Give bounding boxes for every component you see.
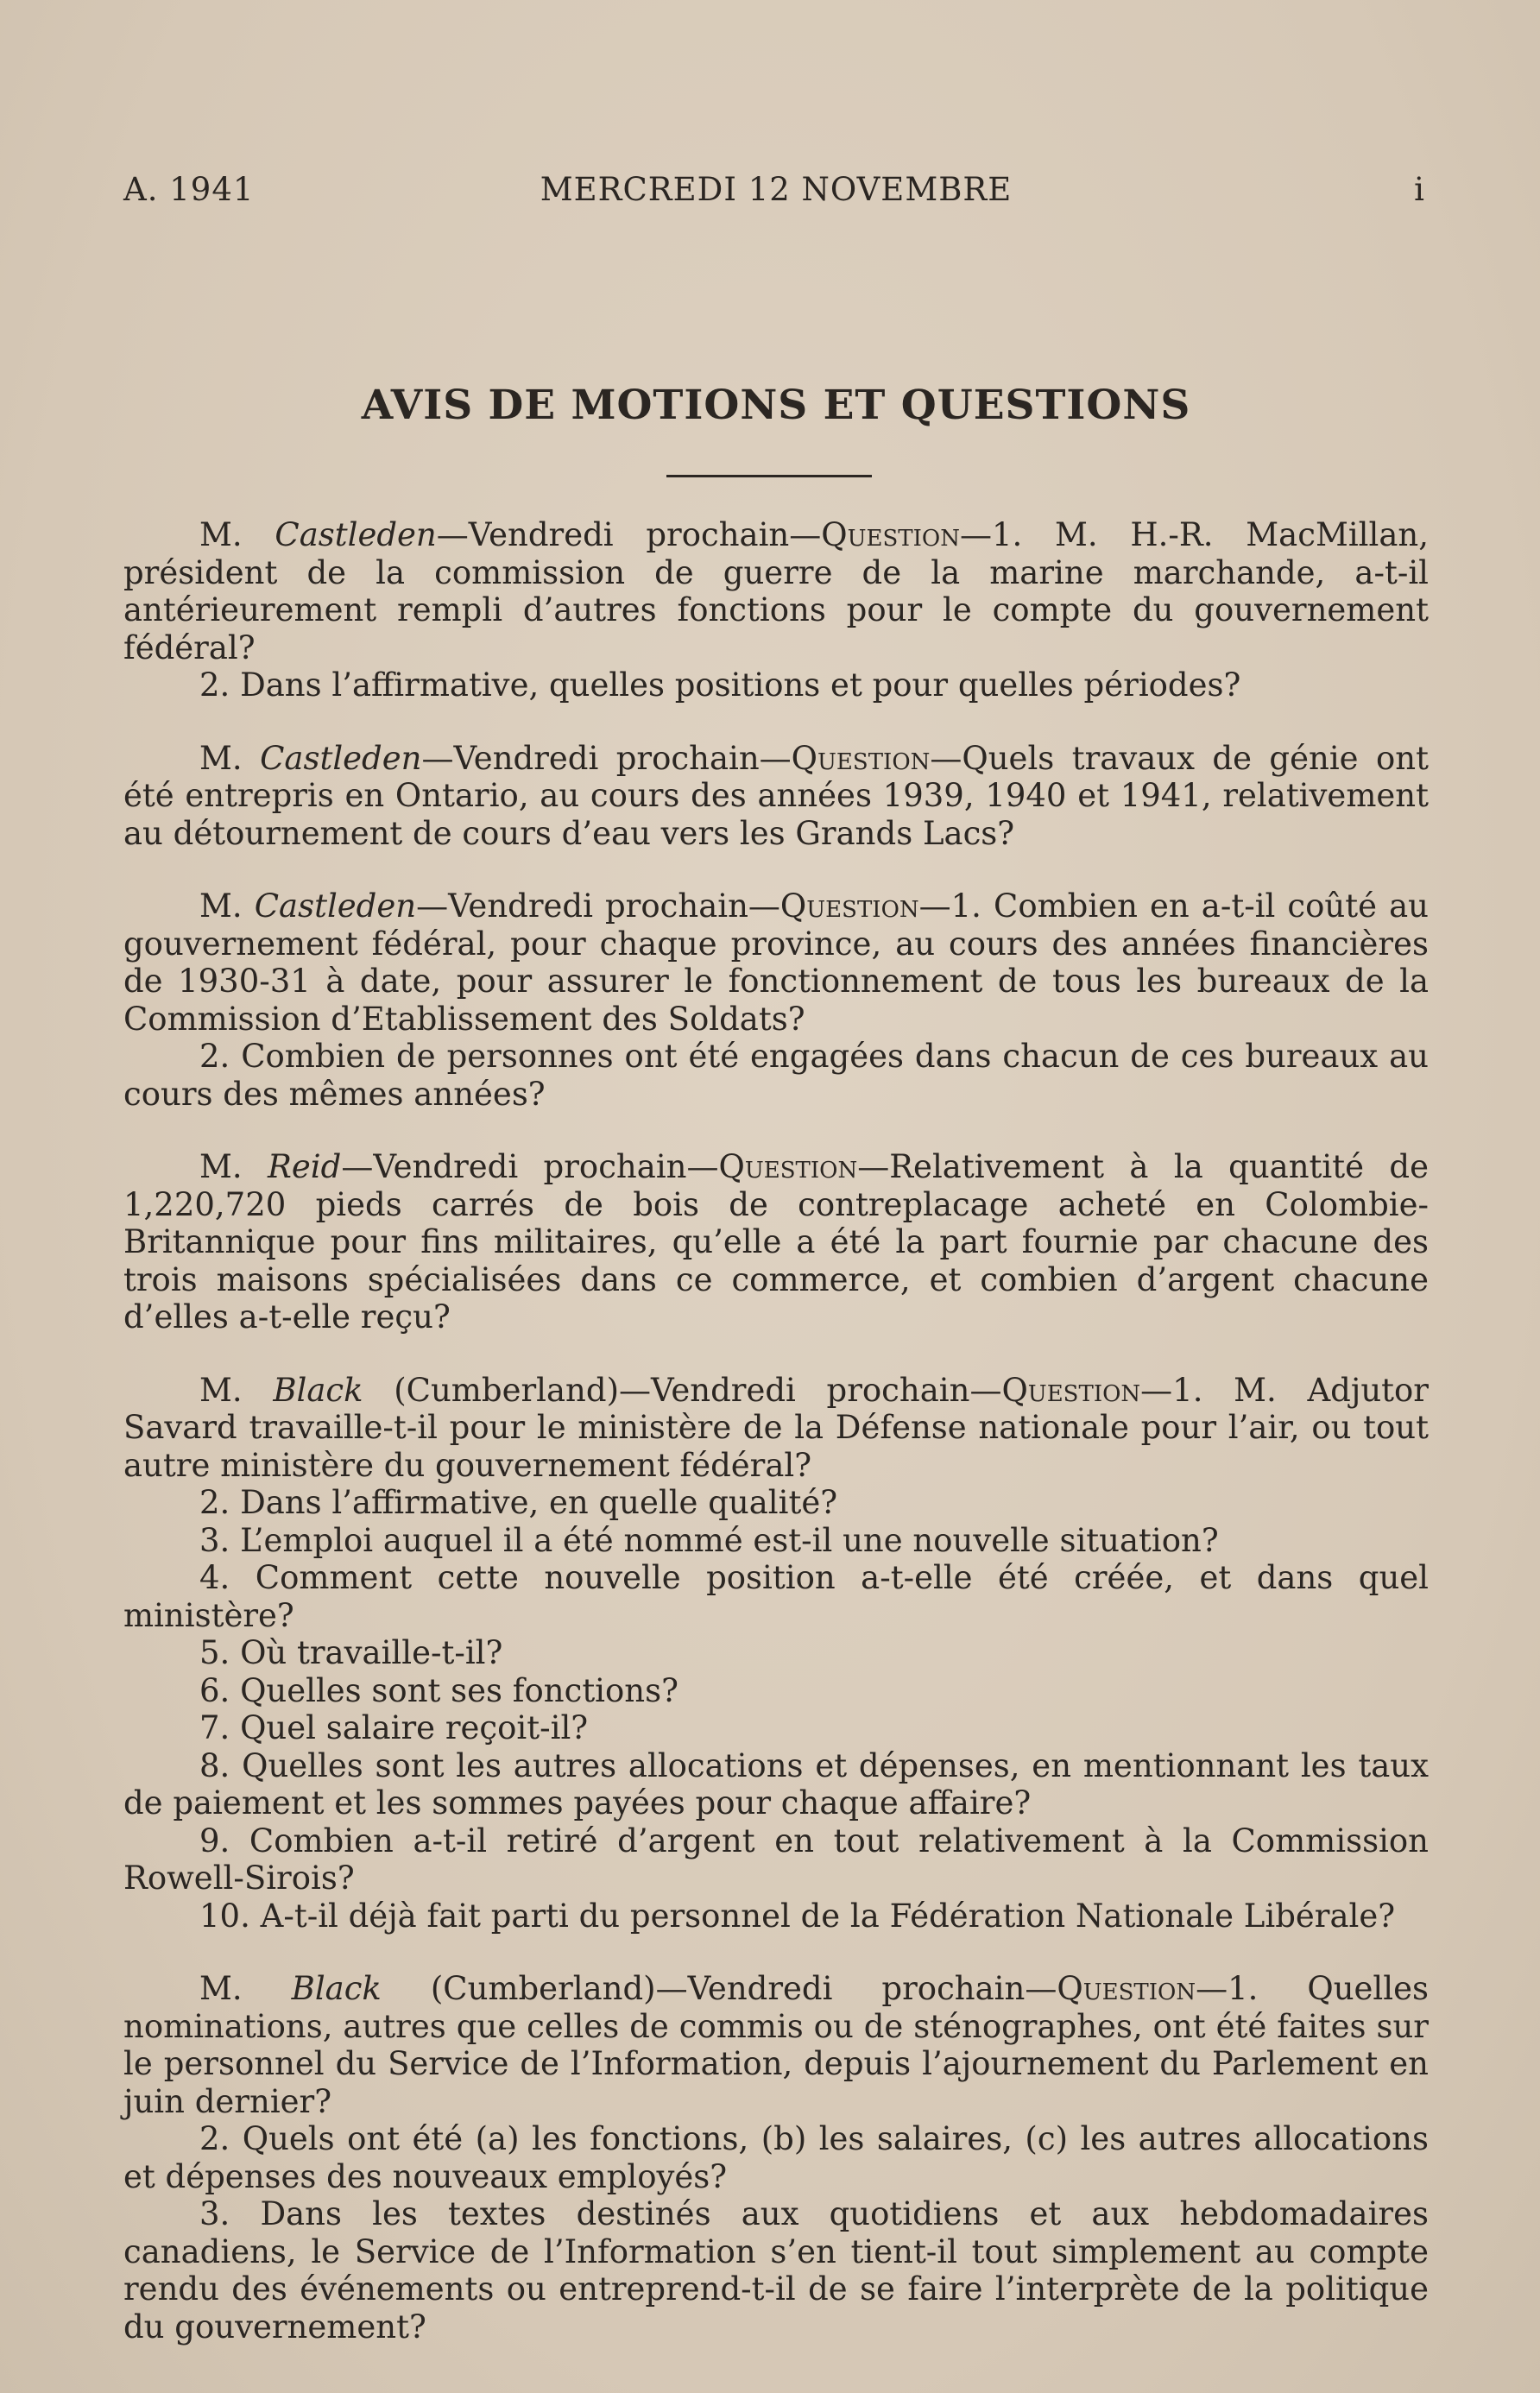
- member-prefix: M.: [199, 516, 275, 553]
- question-text: —1. M. Adjutor Savard travaille-t-il pour le ministère de la Défense nationale pour l’air, ou tout autre ministère du gouvernement fédéral?: [123, 1371, 1429, 1484]
- motion-text: [123, 1372, 1429, 1485]
- motion-1: [123, 516, 1429, 704]
- question-item: 5. Où travaille-t-il?: [199, 1634, 503, 1671]
- question-item: 2. Dans l’affirmative, quelles positions et pour quelles périodes?: [199, 666, 1241, 704]
- member-riding: (Cumberland): [363, 1371, 620, 1409]
- motions-list: [123, 516, 1429, 2381]
- motion-text: [123, 1148, 1429, 1336]
- question-item: 8. Quelles sont les autres allocations et dépenses, en mentionnant les taux de paiement et les sommes payées pour chaque affaire?: [123, 1746, 1429, 1822]
- motion-text: [123, 516, 1429, 666]
- question-label: Question: [718, 1148, 858, 1185]
- member-name: Castleden: [254, 887, 417, 925]
- motion-2: [123, 740, 1429, 853]
- header-year: A. 1941: [123, 171, 255, 208]
- question-item: 3. L’emploi auquel il a été nommé est-il une nouvelle situation?: [199, 1521, 1219, 1559]
- question-item: 2. Quels ont été (a) les fonctions, (b) les salaires, (c) les autres allocations et dépenses des nouveaux employés?: [123, 2120, 1429, 2195]
- question-label: Question: [821, 516, 960, 553]
- member-prefix: M.: [199, 1371, 274, 1409]
- header-date: MERCREDI 12 NOVEMBRE: [540, 171, 1013, 208]
- motion-lead: —Vendredi prochain—: [436, 516, 822, 553]
- question-item: 2. Dans l’affirmative, en quelle qualité?: [199, 1484, 838, 1521]
- question-item: 10. A-t-il déjà fait parti du personnel de la Fédération Nationale Libérale?: [199, 1897, 1396, 1935]
- question-item: 4. Comment cette nouvelle position a-t-elle été créée, et dans quel ministère?: [123, 1559, 1429, 1634]
- question-item: 2. Combien de personnes ont été engagées dans chacun de ces bureaux au cours des mêmes années?: [123, 1038, 1429, 1113]
- section-title: AVIS DE MOTIONS ET QUESTIONS: [361, 382, 1191, 429]
- header-page-number: i: [1414, 171, 1425, 208]
- member-prefix: M.: [199, 1970, 292, 2007]
- member-prefix: M.: [199, 887, 255, 925]
- member-riding: (Cumberland): [381, 1970, 656, 2007]
- question-text: —1. Quelles nominations, autres que celles de commis ou de sténographes, ont été faites sur le personnel du Service de l’Information, depuis l’ajournement du Parlement en juin dernier?: [123, 1970, 1429, 2120]
- motion-4: [123, 1148, 1429, 1336]
- motion-5: [123, 1372, 1429, 1935]
- question-label: Question: [1001, 1371, 1141, 1409]
- member-name: Black: [291, 1970, 382, 2007]
- motion-lead: —Vendredi prochain—: [421, 739, 792, 777]
- motion-lead: —Vendredi prochain—: [416, 887, 780, 925]
- question-item: 9. Combien a-t-il retiré d’argent en tout relativement à la Commission Rowell-Sirois?: [123, 1822, 1429, 1897]
- motion-3: [123, 887, 1429, 1113]
- question-item: 7. Quel salaire reçoit-il?: [199, 1709, 589, 1746]
- question-text: —1. Combien en a-t-il coûté au gouvernement fédéral, pour chaque province, au cours des années financières de 1930-31 à date, pour assurer le fonctionnement de tous les bureaux de la Commission d’Etablissement des Soldats?: [123, 887, 1429, 1038]
- title-rule: [666, 475, 872, 477]
- motion-text: [123, 887, 1429, 1038]
- question-text: —Relativement à la quantité de 1,220,720 pieds carrés de bois de contreplacage acheté en Colombie-Britannique pour fins militaires, qu’elle a été la part fournie par chacune des trois maisons spécialisées dans ce commerce, et combien d’argent chacune d’elles a-t-elle reçu?: [123, 1148, 1429, 1335]
- question-item: 6. Quelles sont ses fonctions?: [199, 1671, 678, 1709]
- running-head: [123, 171, 1429, 223]
- member-name: Castleden: [260, 739, 422, 777]
- motion-text: [123, 740, 1429, 853]
- motion-lead: —Vendredi prochain—: [655, 1970, 1057, 2007]
- question-text: —Quels travaux de génie ont été entrepris en Ontario, au cours des années 1939, 1940 et 1941, relativement au détournement de cours d’eau vers les Grands Lacs?: [123, 739, 1429, 852]
- member-prefix: M.: [199, 739, 261, 777]
- question-label: Question: [779, 887, 919, 925]
- member-name: Black: [273, 1371, 363, 1409]
- member-prefix: M.: [199, 1148, 268, 1185]
- question-label: Question: [1057, 1970, 1196, 2007]
- motion-lead: —Vendredi prochain—: [341, 1148, 719, 1185]
- question-label: Question: [791, 739, 931, 777]
- motion-text: [123, 1970, 1429, 2120]
- question-text: —1. M. H.-R. MacMillan, président de la commission de guerre de la marine marchande, a-t-il antérieurement rempli d’autres fonctions pour le compte du gouvernement fédéral?: [123, 516, 1429, 666]
- member-name: Castleden: [275, 516, 437, 553]
- member-name: Reid: [268, 1148, 342, 1185]
- motion-6: [123, 1970, 1429, 2346]
- motion-lead: —Vendredi prochain—: [619, 1371, 1002, 1409]
- question-item: 3. Dans les textes destinés aux quotidiens et aux hebdomadaires canadiens, le Service de l’Information s’en tient-il tout simplement au compte rendu des événements ou entreprend-t-il de se faire l’interprète de la politique du gouvernement?: [123, 2195, 1429, 2346]
